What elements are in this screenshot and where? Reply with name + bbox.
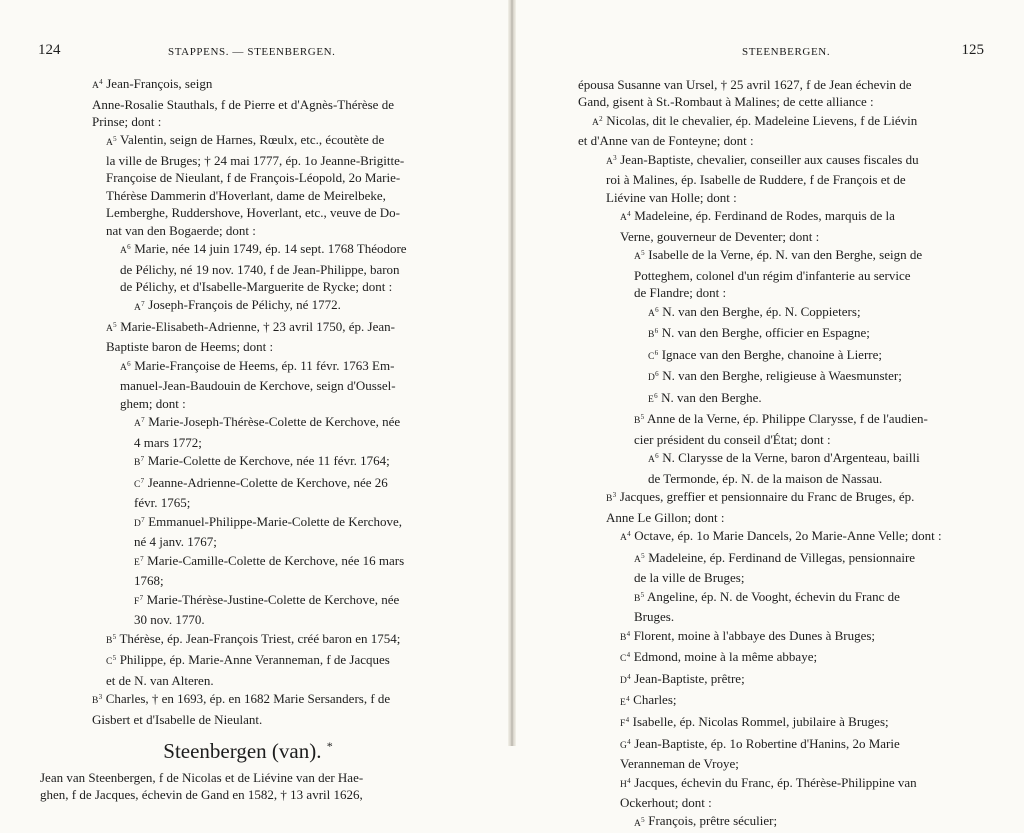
left-page	[0, 0, 512, 802]
generation-letter: C	[620, 654, 627, 665]
generation-number: 4	[626, 651, 631, 660]
right-line	[578, 150, 986, 172]
generation-number: 6	[654, 348, 659, 357]
line-text: Baptiste baron de Heems; dont :	[106, 339, 274, 355]
right-line	[578, 388, 986, 410]
generation-marker	[648, 370, 659, 384]
generation-marker	[134, 515, 145, 529]
generation-letter: B	[106, 635, 113, 646]
generation-letter: B	[634, 593, 641, 604]
line-text: né 4 janv. 1767;	[134, 534, 217, 550]
generation-letter: A	[634, 818, 642, 829]
right-line	[578, 345, 986, 367]
generation-marker	[106, 632, 117, 646]
generation-marker	[634, 590, 645, 604]
line-text: de Pélichy, et d'Isabelle-Marguerite de Rycke; dont :	[120, 278, 393, 294]
generation-letter: F	[620, 719, 626, 730]
right-line	[578, 487, 986, 509]
line-text: Françoise de Nieulant, f de François-Léopold, 2o Marie-	[106, 170, 401, 186]
line-text: Ignace van den Berghe, chanoine à Lierre;	[658, 346, 882, 362]
line-text: Valentin, seign de Harnes, Rœulx, etc., écoutète de	[116, 132, 385, 148]
generation-letter: A	[634, 252, 642, 263]
line-text: Joseph-François de Pélichy, né 1772.	[144, 297, 341, 313]
line-text: 4 mars 1772;	[134, 434, 202, 450]
right-page	[512, 0, 1024, 829]
line-text: cier président du conseil d'État; dont :	[634, 431, 831, 447]
left-line	[40, 204, 456, 221]
line-text: N. van den Berghe.	[657, 389, 762, 405]
generation-marker	[120, 359, 131, 374]
generation-marker	[106, 654, 117, 668]
right-line	[578, 509, 986, 526]
generation-number: 6	[127, 242, 131, 251]
page-number-right: 125	[961, 42, 984, 58]
section-title-asterisk: *	[326, 739, 333, 754]
generation-marker	[648, 391, 658, 405]
right-page-text	[512, 76, 1024, 833]
left-line	[40, 572, 456, 589]
line-text: Marie-Thérèse-Justine-Colette de Kerchove, née	[143, 591, 400, 607]
generation-letter: A	[648, 455, 656, 466]
generation-letter: B	[648, 330, 655, 341]
left-line	[40, 239, 456, 261]
running-header-left: STAPPENS. — STEENBERGEN.	[168, 46, 336, 58]
right-line	[578, 811, 986, 833]
line-text: Bruges.	[634, 609, 675, 625]
generation-number: 5	[112, 654, 117, 663]
line-text: Gand, gisent à St.-Rombaut à Malines; de cette alliance :	[578, 94, 874, 110]
generation-marker	[634, 815, 645, 829]
left-line	[40, 152, 456, 169]
generation-marker	[620, 210, 631, 224]
generation-marker	[634, 249, 645, 263]
generation-number: 2	[599, 114, 603, 123]
generation-number: 4	[626, 629, 631, 638]
generation-letter: C	[106, 657, 113, 668]
right-line	[578, 712, 986, 734]
right-line	[578, 206, 986, 228]
generation-letter: D	[134, 518, 142, 529]
line-text: Isabelle de la Verne, ép. N. van den Berghe, seign de	[644, 247, 923, 263]
left-line	[40, 395, 456, 412]
generation-letter: E	[134, 557, 141, 568]
generation-marker	[620, 694, 630, 708]
line-text: Madeleine, ép. Ferdinand de Villegas, pensionnaire	[644, 549, 916, 565]
right-line	[578, 448, 986, 470]
generation-marker	[134, 476, 145, 490]
generation-number: 5	[641, 815, 645, 824]
generation-letter: A	[620, 533, 628, 544]
line-text: de la ville de Bruges;	[634, 570, 745, 586]
right-line	[578, 669, 986, 691]
generation-number: 5	[640, 590, 645, 599]
generation-number: 6	[127, 359, 131, 368]
generation-marker	[106, 134, 117, 148]
generation-marker	[620, 530, 631, 544]
generation-letter: A	[592, 117, 600, 128]
right-line	[578, 470, 986, 487]
generation-letter: A	[620, 213, 628, 224]
right-line	[578, 284, 986, 301]
right-entries	[578, 76, 986, 833]
generation-number: 4	[626, 694, 630, 703]
line-text: Angeline, ép. N. de Vooght, échevin du Franc de	[644, 588, 900, 604]
generation-letter: B	[134, 458, 141, 469]
generation-number: 4	[627, 672, 631, 681]
generation-marker	[620, 776, 631, 790]
generation-number: 6	[654, 327, 659, 336]
generation-number: 4	[625, 715, 630, 724]
line-text: Anne-Rosalie Stauthals, f de Pierre et d'Agnès-Thérèse de	[92, 96, 394, 112]
generation-number: 7	[141, 299, 145, 308]
generation-number: 7	[140, 476, 145, 485]
generation-letter: A	[120, 246, 128, 257]
line-text: Emmanuel-Philippe-Marie-Colette de Kerchove,	[144, 513, 403, 529]
line-text: Philippe, ép. Marie-Anne Veranneman, f de Jacques	[116, 652, 390, 668]
generation-marker	[134, 593, 144, 607]
generation-marker	[620, 629, 631, 643]
generation-number: 5	[113, 320, 117, 329]
generation-marker	[134, 554, 144, 568]
generation-marker	[648, 327, 659, 341]
generation-number: 6	[654, 391, 658, 400]
line-text: Octave, ép. 1o Marie Dancels, 2o Marie-Anne Velle; dont :	[630, 528, 942, 544]
generation-letter: A	[134, 302, 142, 313]
left-line	[40, 434, 456, 451]
generation-number: 3	[612, 491, 617, 500]
generation-marker	[120, 242, 131, 257]
line-text: N. van den Berghe, ép. N. Coppieters;	[658, 303, 861, 319]
line-text: manuel-Jean-Baudouin de Kerchove, seign d'Oussel-	[120, 378, 396, 394]
line-text: Liévine van Holle; dont :	[606, 189, 737, 205]
line-text: Prinse; dont :	[92, 113, 162, 129]
line-text: Jeanne-Adrienne-Colette de Kerchove, née 26	[144, 474, 388, 490]
right-line	[578, 132, 986, 149]
generation-letter: B	[606, 494, 613, 505]
right-line	[578, 366, 986, 388]
generation-letter: A	[134, 419, 142, 430]
generation-letter: D	[648, 373, 656, 384]
generation-marker	[134, 416, 145, 430]
right-line	[578, 608, 986, 625]
line-text: Gisbert et d'Isabelle de Nieulant.	[92, 711, 263, 727]
right-line	[578, 548, 986, 570]
line-text: N. Clarysse de la Verne, baron d'Argenteau, bailli	[658, 450, 920, 466]
line-text: ghem; dont :	[120, 395, 186, 411]
line-text: Jacques, greffier et pensionnaire du Franc de Bruges, ép.	[616, 489, 915, 505]
left-line	[40, 377, 456, 394]
right-line	[578, 773, 986, 795]
right-line	[578, 647, 986, 669]
line-text: Ockerhout; dont :	[620, 795, 712, 811]
generation-letter: F	[134, 596, 140, 607]
line-text: et d'Anne van de Fonteyne; dont :	[578, 133, 754, 149]
line-text: Veranneman de Vroye;	[620, 756, 739, 772]
line-text: Anne de la Verne, ép. Philippe Clarysse, f de l'audien-	[644, 411, 928, 427]
left-line	[40, 451, 456, 473]
line-text: 30 nov. 1770.	[134, 612, 205, 628]
generation-marker	[134, 299, 145, 313]
right-line	[578, 409, 986, 431]
generation-letter: E	[620, 697, 627, 708]
generation-letter: E	[648, 394, 655, 405]
page-number-left: 124	[38, 42, 61, 58]
generation-number: 7	[140, 455, 145, 464]
line-text: Thérèse Dammerin d'Hoverlant, dame de Meirelbeke,	[106, 187, 386, 203]
left-line	[40, 412, 456, 434]
generation-letter: A	[606, 156, 614, 167]
generation-letter: D	[620, 676, 628, 686]
left-line	[40, 317, 456, 339]
line-text: Potteghem, colonel d'un régim d'infanterie au service	[634, 267, 911, 283]
generation-letter: A	[106, 137, 114, 148]
generation-marker	[134, 455, 145, 469]
generation-marker	[648, 452, 659, 466]
generation-letter: A	[634, 554, 642, 565]
line-text: Charles, † en 1693, ép. en 1682 Marie Sersanders, f de	[102, 691, 391, 707]
generation-number: 4	[627, 737, 631, 746]
line-text: Charles;	[629, 692, 677, 708]
line-text: Nicolas, dit le chevalier, ép. Madeleine Lievens, f de Liévin	[602, 112, 918, 128]
line-text: Isabelle, ép. Nicolas Rommel, jubilaire à Bruges;	[629, 714, 889, 730]
generation-number: 5	[112, 632, 117, 641]
generation-letter: B	[634, 416, 641, 427]
right-line	[578, 93, 986, 110]
running-header-right: STEENBERGEN.	[742, 46, 831, 58]
left-line	[40, 494, 456, 511]
left-line	[40, 113, 456, 130]
right-line	[578, 302, 986, 324]
line-text: Jean-François, seign	[102, 76, 213, 92]
left-line	[40, 356, 456, 378]
generation-number: 3	[98, 693, 103, 702]
left-line	[40, 473, 456, 495]
left-line	[40, 222, 456, 239]
right-line	[578, 794, 986, 811]
left-line	[40, 689, 456, 711]
right-line	[578, 626, 986, 648]
left-line	[40, 611, 456, 628]
left-line	[40, 278, 456, 295]
right-line	[578, 526, 986, 548]
line-text: N. van den Berghe, officier en Espagne;	[658, 325, 870, 341]
left-line	[40, 629, 456, 651]
line-text: Madeleine, ép. Ferdinand de Rodes, marquis de la	[630, 208, 895, 224]
line-text: Marie-Elisabeth-Adrienne, † 23 avril 1750, ép. Jean-	[116, 319, 395, 335]
left-line	[40, 187, 456, 204]
right-line	[578, 245, 986, 267]
generation-letter: C	[134, 479, 141, 490]
generation-number: 7	[140, 554, 144, 563]
line-text: Marie-Joseph-Thérèse-Colette de Kerchove, née	[144, 414, 401, 430]
generation-marker	[620, 651, 631, 665]
generation-marker	[92, 78, 103, 92]
left-line	[40, 672, 456, 689]
generation-number: 4	[627, 530, 631, 539]
generation-number: 6	[655, 452, 659, 461]
generation-letter: C	[648, 351, 655, 362]
generation-marker	[606, 491, 617, 505]
left-line	[40, 551, 456, 573]
generation-letter: B	[620, 632, 627, 643]
line-text: Thérèse, ép. Jean-François Triest, créé baron en 1754;	[116, 630, 401, 646]
generation-marker	[606, 153, 617, 167]
right-line	[578, 734, 986, 756]
generation-number: 4	[99, 78, 103, 86]
generation-marker	[620, 715, 630, 730]
right-line	[578, 569, 986, 586]
line-text: Verne, gouverneur de Deventer; dont :	[620, 228, 820, 244]
right-line	[578, 171, 986, 188]
generation-number: 6	[655, 305, 659, 314]
left-line	[40, 711, 456, 728]
generation-number: 4	[627, 776, 631, 785]
generation-marker	[634, 413, 645, 427]
generation-letter: A	[92, 81, 100, 92]
line-text: de Termonde, ép. N. de la maison de Nassau.	[648, 470, 883, 486]
left-entries	[40, 74, 456, 728]
left-line	[40, 512, 456, 534]
left-line	[40, 295, 456, 317]
left-line	[40, 169, 456, 186]
left-line	[40, 533, 456, 550]
generation-letter: G	[620, 740, 628, 751]
generation-letter: B	[92, 696, 99, 707]
right-line	[578, 267, 986, 284]
line-text: la ville de Bruges; † 24 mai 1777, ép. 1o Jeanne-Brigitte-	[106, 152, 405, 168]
generation-number: 7	[141, 515, 145, 524]
left-line	[40, 590, 456, 612]
right-line	[578, 189, 986, 206]
generation-letter: A	[120, 363, 128, 374]
generation-number: 7	[141, 416, 145, 425]
line-text: Marie-Colette de Kerchove, née 11 févr. 1764;	[144, 453, 390, 469]
generation-letter: A	[106, 324, 114, 335]
line-text: de Flandre; dont :	[634, 285, 727, 301]
line-text: Marie, née 14 juin 1749, ép. 14 sept. 1768 Théodore	[130, 241, 407, 257]
generation-number: 5	[640, 413, 645, 422]
left-line	[40, 650, 456, 672]
generation-letter: A	[648, 308, 656, 319]
section-title-text: Steenbergen (van).	[163, 739, 322, 764]
line-text: Anne Le Gillon; dont :	[606, 509, 725, 525]
generation-letter: H	[620, 779, 628, 790]
line-text: Lemberghe, Ruddershove, Hoverlant, etc., veuve de Do-	[106, 205, 400, 221]
section-intro-line-2: ghen, f de Jacques, échevin de Gand en 1582, † 13 avril 1626,	[40, 786, 363, 802]
generation-marker	[92, 693, 103, 707]
line-text: Jean-Baptiste, ép. 1o Robertine d'Hanins, 2o Marie	[630, 735, 900, 751]
line-text: Florent, moine à l'abbaye des Dunes à Bruges;	[630, 627, 876, 643]
line-text: Edmond, moine à la même abbaye;	[630, 649, 818, 665]
line-text: épousa Susanne van Ursel, † 25 avril 1627, f de Jean échevin de	[578, 77, 912, 92]
generation-marker	[620, 672, 631, 686]
line-text: févr. 1765;	[134, 495, 191, 511]
left-page-text	[0, 74, 512, 803]
left-line	[40, 130, 456, 152]
generation-number: 5	[641, 551, 645, 560]
generation-marker	[648, 348, 659, 362]
section-intro-line-1: Jean van Steenbergen, f de Nicolas et de Liévine van der Hae-	[40, 769, 364, 785]
generation-marker	[592, 114, 603, 128]
line-text: de Pélichy, né 19 nov. 1740, f de Jean-Philippe, baron	[120, 261, 400, 277]
right-line	[578, 431, 986, 448]
right-line	[578, 755, 986, 772]
generation-marker	[106, 320, 117, 335]
line-text: N. van den Berghe, religieuse à Waesmunster;	[658, 368, 902, 384]
left-line	[40, 96, 456, 113]
generation-number: 7	[139, 593, 144, 602]
left-line	[40, 74, 456, 96]
line-text: et de N. van Alteren.	[106, 672, 214, 688]
generation-number: 4	[627, 210, 631, 219]
right-line	[578, 690, 986, 712]
line-text: roi à Malines, ép. Isabelle de Ruddere, f de François et de	[606, 172, 906, 188]
generation-marker	[648, 305, 659, 319]
generation-number: 5	[113, 134, 117, 143]
left-line	[40, 338, 456, 355]
section-title	[40, 738, 456, 764]
left-line	[40, 261, 456, 278]
right-line	[578, 587, 986, 609]
right-line	[578, 76, 986, 93]
generation-number: 6	[655, 370, 659, 379]
line-text: Jean-Baptiste, chevalier, conseiller aux causes fiscales du	[616, 151, 919, 167]
line-text: Jean-Baptiste, prêtre;	[630, 671, 745, 686]
line-text: Marie-Camille-Colette de Kerchove, née 16 mars	[143, 552, 405, 568]
right-line	[578, 111, 986, 133]
line-text: Jacques, échevin du Franc, ép. Thérèse-Philippine van	[630, 774, 917, 790]
generation-marker	[634, 551, 645, 565]
line-text: François, prêtre séculier;	[644, 813, 778, 829]
line-text: 1768;	[134, 573, 164, 589]
right-line	[578, 323, 986, 345]
right-line	[578, 228, 986, 245]
line-text: Marie-Françoise de Heems, ép. 11 févr. 1763 Em-	[130, 358, 395, 374]
line-text: nat van den Bogaerde; dont :	[106, 222, 256, 238]
generation-number: 3	[613, 153, 617, 162]
generation-number: 5	[641, 249, 645, 258]
